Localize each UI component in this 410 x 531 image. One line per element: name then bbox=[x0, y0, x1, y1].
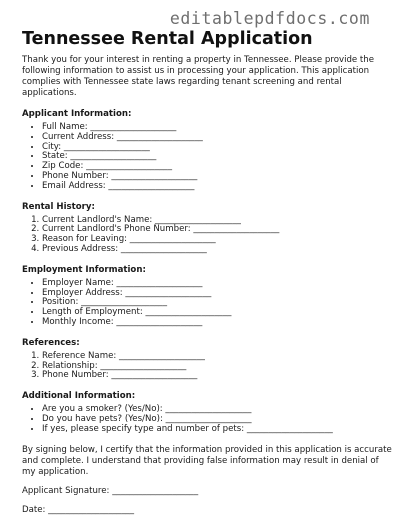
signature-line: Applicant Signature: ____________________ bbox=[22, 485, 199, 496]
applicant-phone-number: • Phone Number: ____________________ bbox=[42, 172, 392, 182]
employment-list bbox=[22, 279, 392, 328]
rental-history-list bbox=[22, 216, 392, 255]
watermark: editablepdfdocs.com bbox=[169, 9, 370, 28]
applicant-city: • City: ____________________ bbox=[42, 143, 392, 153]
rental-history-heading: Rental History: bbox=[22, 201, 95, 212]
employment-length: • Length of Employment: ____________________ bbox=[42, 308, 392, 318]
rental-landlord-phone: 2. Current Landlord's Phone Number: ____________________ bbox=[42, 225, 392, 235]
reference-phone-number: 3. Phone Number: ____________________ bbox=[42, 371, 392, 381]
additional-pets: • Do you have pets? (Yes/No): ____________________ bbox=[42, 415, 392, 425]
intro-paragraph: Thank you for your interest in renting a property in Tennessee. Please provide the following information to assist us in processing your application. This application complies with Tennessee state laws regarding tenant screening and rental applications. bbox=[22, 55, 375, 98]
applicant-current-address: • Current Address: ____________________ bbox=[42, 133, 392, 143]
reference-relationship: 2. Relationship: ____________________ bbox=[42, 362, 392, 372]
applicant-zip-code: • Zip Code: ____________________ bbox=[42, 162, 392, 172]
rental-previous-address: 4. Previous Address: ____________________ bbox=[42, 245, 392, 255]
references-list bbox=[22, 352, 392, 381]
employment-monthly-income: • Monthly Income: ____________________ bbox=[42, 318, 392, 328]
applicant-state: • State: ____________________ bbox=[42, 152, 392, 162]
additional-list bbox=[22, 405, 392, 434]
employment-position: • Position: ____________________ bbox=[42, 298, 392, 308]
rental-reason-leaving: 3. Reason for Leaving: ____________________ bbox=[42, 235, 392, 245]
applicant-email-address: • Email Address: ____________________ bbox=[42, 182, 392, 192]
date-line: Date: ____________________ bbox=[22, 504, 135, 515]
employment-heading: Employment Information: bbox=[22, 264, 146, 275]
applicant-heading: Applicant Information: bbox=[22, 109, 132, 119]
additional-heading: Additional Information: bbox=[22, 391, 136, 402]
additional-pet-details: • If yes, please specify type and number of pets: ____________________ bbox=[42, 425, 392, 435]
employment-employer-address: • Employer Address: ____________________ bbox=[42, 289, 392, 299]
applicant-full-name: • Full Name: ____________________ bbox=[42, 123, 392, 133]
document-title: Tennessee Rental Application bbox=[22, 29, 313, 49]
references-heading: References: bbox=[22, 337, 80, 348]
applicant-list bbox=[22, 123, 392, 192]
consent-paragraph: By signing below, I certify that the information provided in this application is accurate and complete. I understand that providing false information may result in denial of my application. bbox=[22, 444, 392, 477]
additional-smoker: • Are you a smoker? (Yes/No): ____________________ bbox=[42, 405, 392, 415]
rental-landlord-name: 1. Current Landlord's Name: ____________________ bbox=[42, 216, 392, 226]
employment-employer-name: • Employer Name: ____________________ bbox=[42, 279, 392, 289]
reference-name: 1. Reference Name: ____________________ bbox=[42, 352, 392, 362]
document-body bbox=[22, 29, 392, 516]
